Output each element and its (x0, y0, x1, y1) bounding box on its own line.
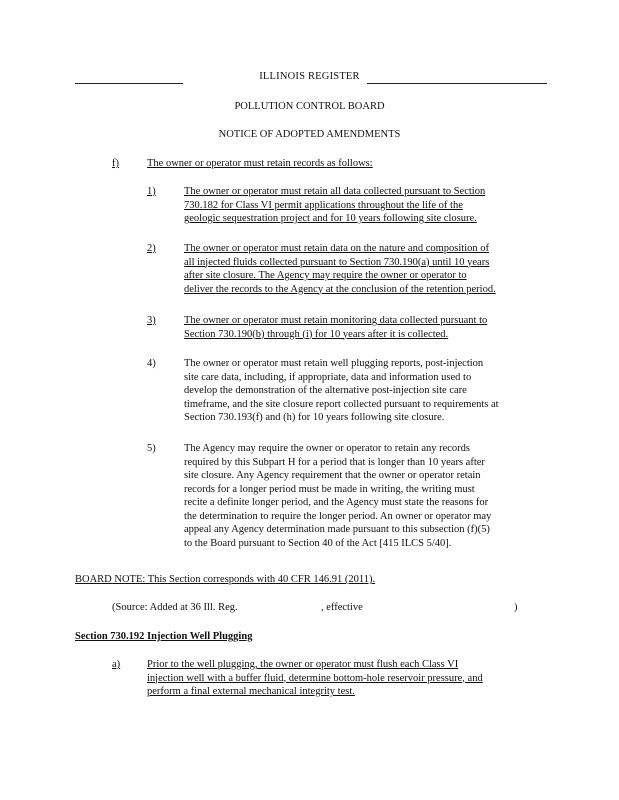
board-note: BOARD NOTE: This Section corresponds with 40 CFR 146.91 (2011). (75, 574, 376, 585)
item-3-text: The owner or operator must retain monitoring data collected pursuant to Section 730.190(b) through (i) for 10 years after it is collected. (184, 315, 488, 340)
item-5-text: The Agency may require the owner or operator to retain any records required by this Subpart H for a period that is longer than 10 years after site closure. Any Agency requirement that the owner or operator retain records for a longer period must be made in writing, the writing must recite a definite longer period, and the Agency must state the reasons for the determination to require the longer period. An owner or operator may appeal any Agency determination made pursuant to this subsection (f)(5) to the Board pursuant to Section 40 of the Act [415 ILCS 5/40]. (184, 443, 492, 549)
source-close: ) (514, 602, 518, 613)
board-title: POLLUTION CONTROL BOARD (234, 101, 385, 112)
para-a-label: a) (112, 659, 121, 670)
notice-title: NOTICE OF ADOPTED AMENDMENTS (218, 129, 401, 140)
section-heading: Section 730.192 Injection Well Plugging (75, 631, 253, 642)
para-f-text: The owner or operator must retain records as follows: (147, 158, 373, 169)
item-4-label: 4) (147, 358, 156, 369)
item-3-label: 3) (147, 315, 156, 326)
item-2-text: The owner or operator must retain data on the nature and composition of all injected fluids collected pursuant to Section 730.190(a) until 10 years after site closure. The Agency may require the owner or operator to deliver the records to the Agency at the conclusion of the retention period. (184, 243, 496, 295)
para-f-label: f) (112, 158, 119, 169)
item-5-label: 5) (147, 443, 156, 454)
para-a-text: Prior to the well plugging, the owner or operator must flush each Class VI injection well with a buffer fluid, determine bottom-hole reservoir pressure, and perform a final external mechanical integrity test. (147, 659, 483, 697)
source-effective: , effective (321, 602, 363, 613)
item-1-label: 1) (147, 186, 156, 197)
item-1-text: The owner or operator must retain all data collected pursuant to Section 730.182 for Class VI permit applications throughout the life of the geologic sequestration project and for 10 years following site closure. (184, 186, 486, 224)
item-4-text: The owner or operator must retain well plugging reports, post-injection site care data, including, if appropriate, data and information used to develop the demonstration of the alternative post-injection site care timeframe, and the site closure report collected pursuant to requirements at Section 730.193(f) and (h) for 10 years following site closure. (184, 358, 499, 423)
source-prefix: (Source: Added at 36 Ill. Reg. (112, 602, 238, 613)
register-title: ILLINOIS REGISTER (259, 71, 360, 82)
item-2-label: 2) (147, 243, 156, 254)
